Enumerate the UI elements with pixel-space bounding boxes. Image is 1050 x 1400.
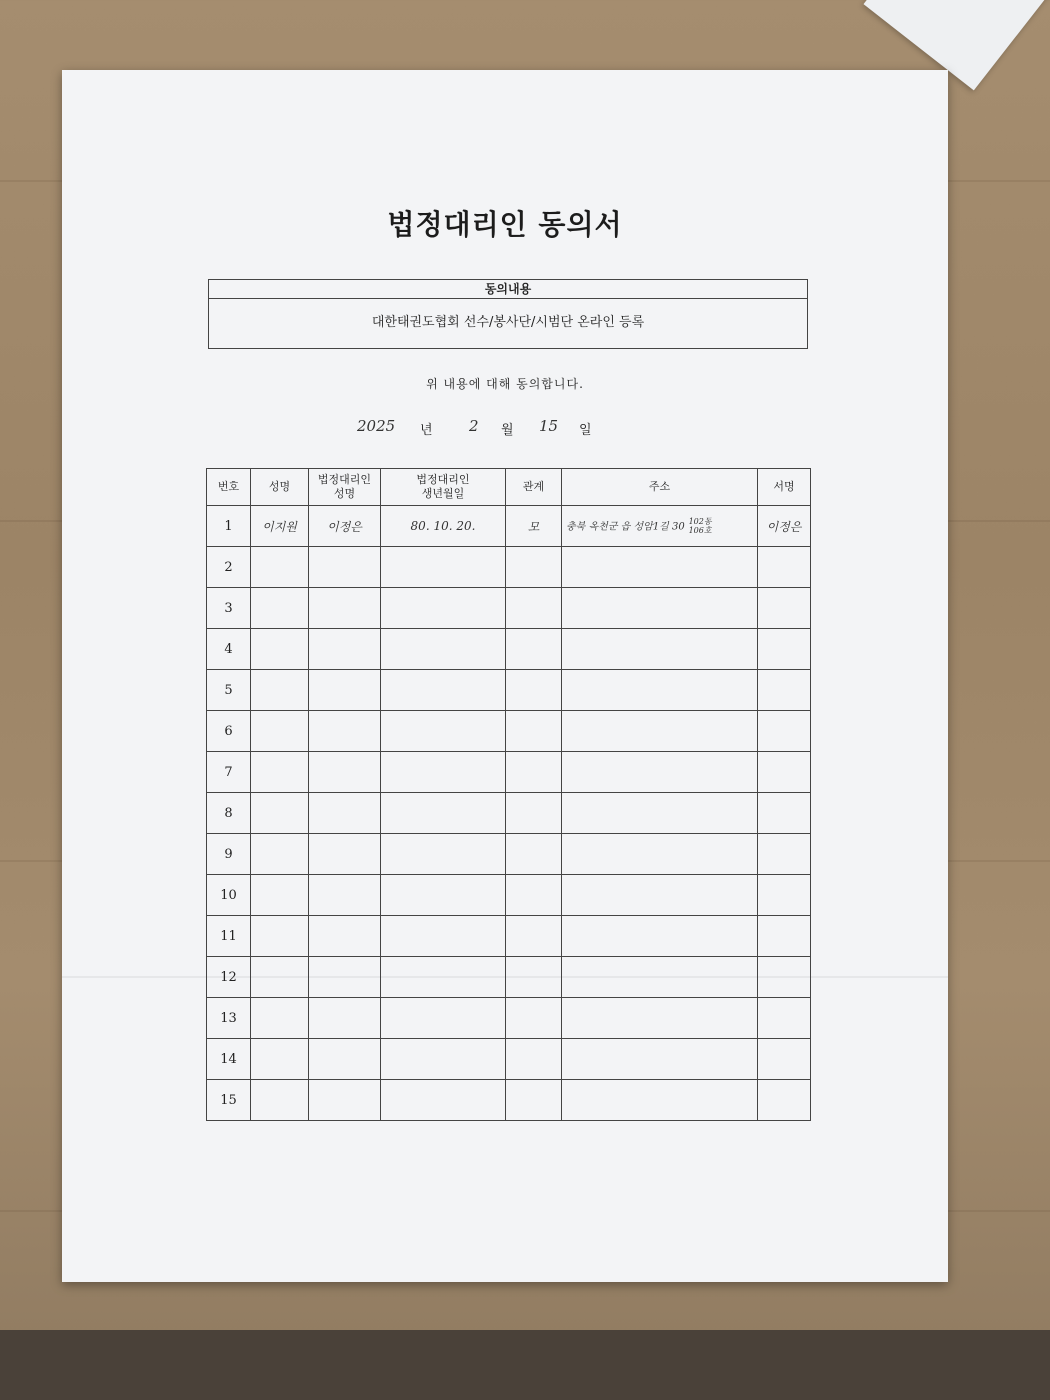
consent-content-body: 대한태권도협회 선수/봉사단/시범단 온라인 등록 <box>371 315 645 330</box>
guardian-birthdate: 80. 10. 20. <box>381 506 506 547</box>
desk-edge <box>0 1330 1050 1400</box>
table-row <box>207 1039 811 1080</box>
row-number: 13 <box>207 998 251 1039</box>
row-number: 2 <box>207 547 251 588</box>
table-header-row <box>207 469 811 506</box>
header-guardian-birthdate: 법정대리인 생년월일 <box>381 469 506 506</box>
row-number: 8 <box>207 793 251 834</box>
row-number: 4 <box>207 629 251 670</box>
guardian-table <box>206 468 811 1121</box>
row-number: 15 <box>207 1080 251 1121</box>
row-number: 14 <box>207 1039 251 1080</box>
relation: 모 <box>506 506 562 547</box>
table-row <box>207 629 811 670</box>
header-signature: 서명 <box>758 469 811 506</box>
consent-content-box <box>208 279 808 349</box>
row-number: 3 <box>207 588 251 629</box>
row-number: 5 <box>207 670 251 711</box>
row-number: 12 <box>207 957 251 998</box>
row-number: 9 <box>207 834 251 875</box>
header-number: 번호 <box>207 469 251 506</box>
date-day-value: 15 <box>539 417 559 435</box>
table-row <box>207 793 811 834</box>
document-title: 법정대리인 동의서 <box>387 208 623 241</box>
student-name: 이지원 <box>251 506 309 547</box>
row-number: 6 <box>207 711 251 752</box>
row-number: 10 <box>207 875 251 916</box>
row-number: 7 <box>207 752 251 793</box>
table-row <box>207 547 811 588</box>
date-day-label: 일 <box>579 423 592 438</box>
address-text: 충북 옥천군 읍 성암1길 30 <box>566 521 685 533</box>
row-number: 11 <box>207 916 251 957</box>
table-row <box>207 998 811 1039</box>
agree-statement: 위 내용에 대해 동의합니다. <box>426 377 584 391</box>
header-address: 주소 <box>562 469 758 506</box>
signature: 이정은 <box>758 506 811 547</box>
date-year-value: 2025 <box>357 417 396 435</box>
consent-form-paper <box>62 70 948 1282</box>
table-row <box>207 957 811 998</box>
guardian-name: 이정은 <box>309 506 381 547</box>
table-row <box>207 752 811 793</box>
table-row <box>207 875 811 916</box>
address-cell <box>562 506 758 547</box>
header-relation: 관계 <box>506 469 562 506</box>
table-row <box>207 588 811 629</box>
table-row <box>207 916 811 957</box>
address-unit-building: 102동 <box>688 517 712 526</box>
consent-content-header: 동의내용 <box>209 280 807 299</box>
address-unit <box>689 517 712 535</box>
table-row <box>207 834 811 875</box>
header-guardian-name: 법정대리인 성명 <box>309 469 381 506</box>
row-number: 1 <box>207 506 251 547</box>
table-row <box>207 711 811 752</box>
address-unit-room: 106호 <box>688 526 712 535</box>
date-month-value: 2 <box>469 417 479 435</box>
table-row <box>207 670 811 711</box>
date-month-label: 월 <box>501 423 514 438</box>
table-row <box>207 506 811 547</box>
date-year-label: 년 <box>420 423 433 438</box>
table-row <box>207 1080 811 1121</box>
header-name: 성명 <box>251 469 309 506</box>
